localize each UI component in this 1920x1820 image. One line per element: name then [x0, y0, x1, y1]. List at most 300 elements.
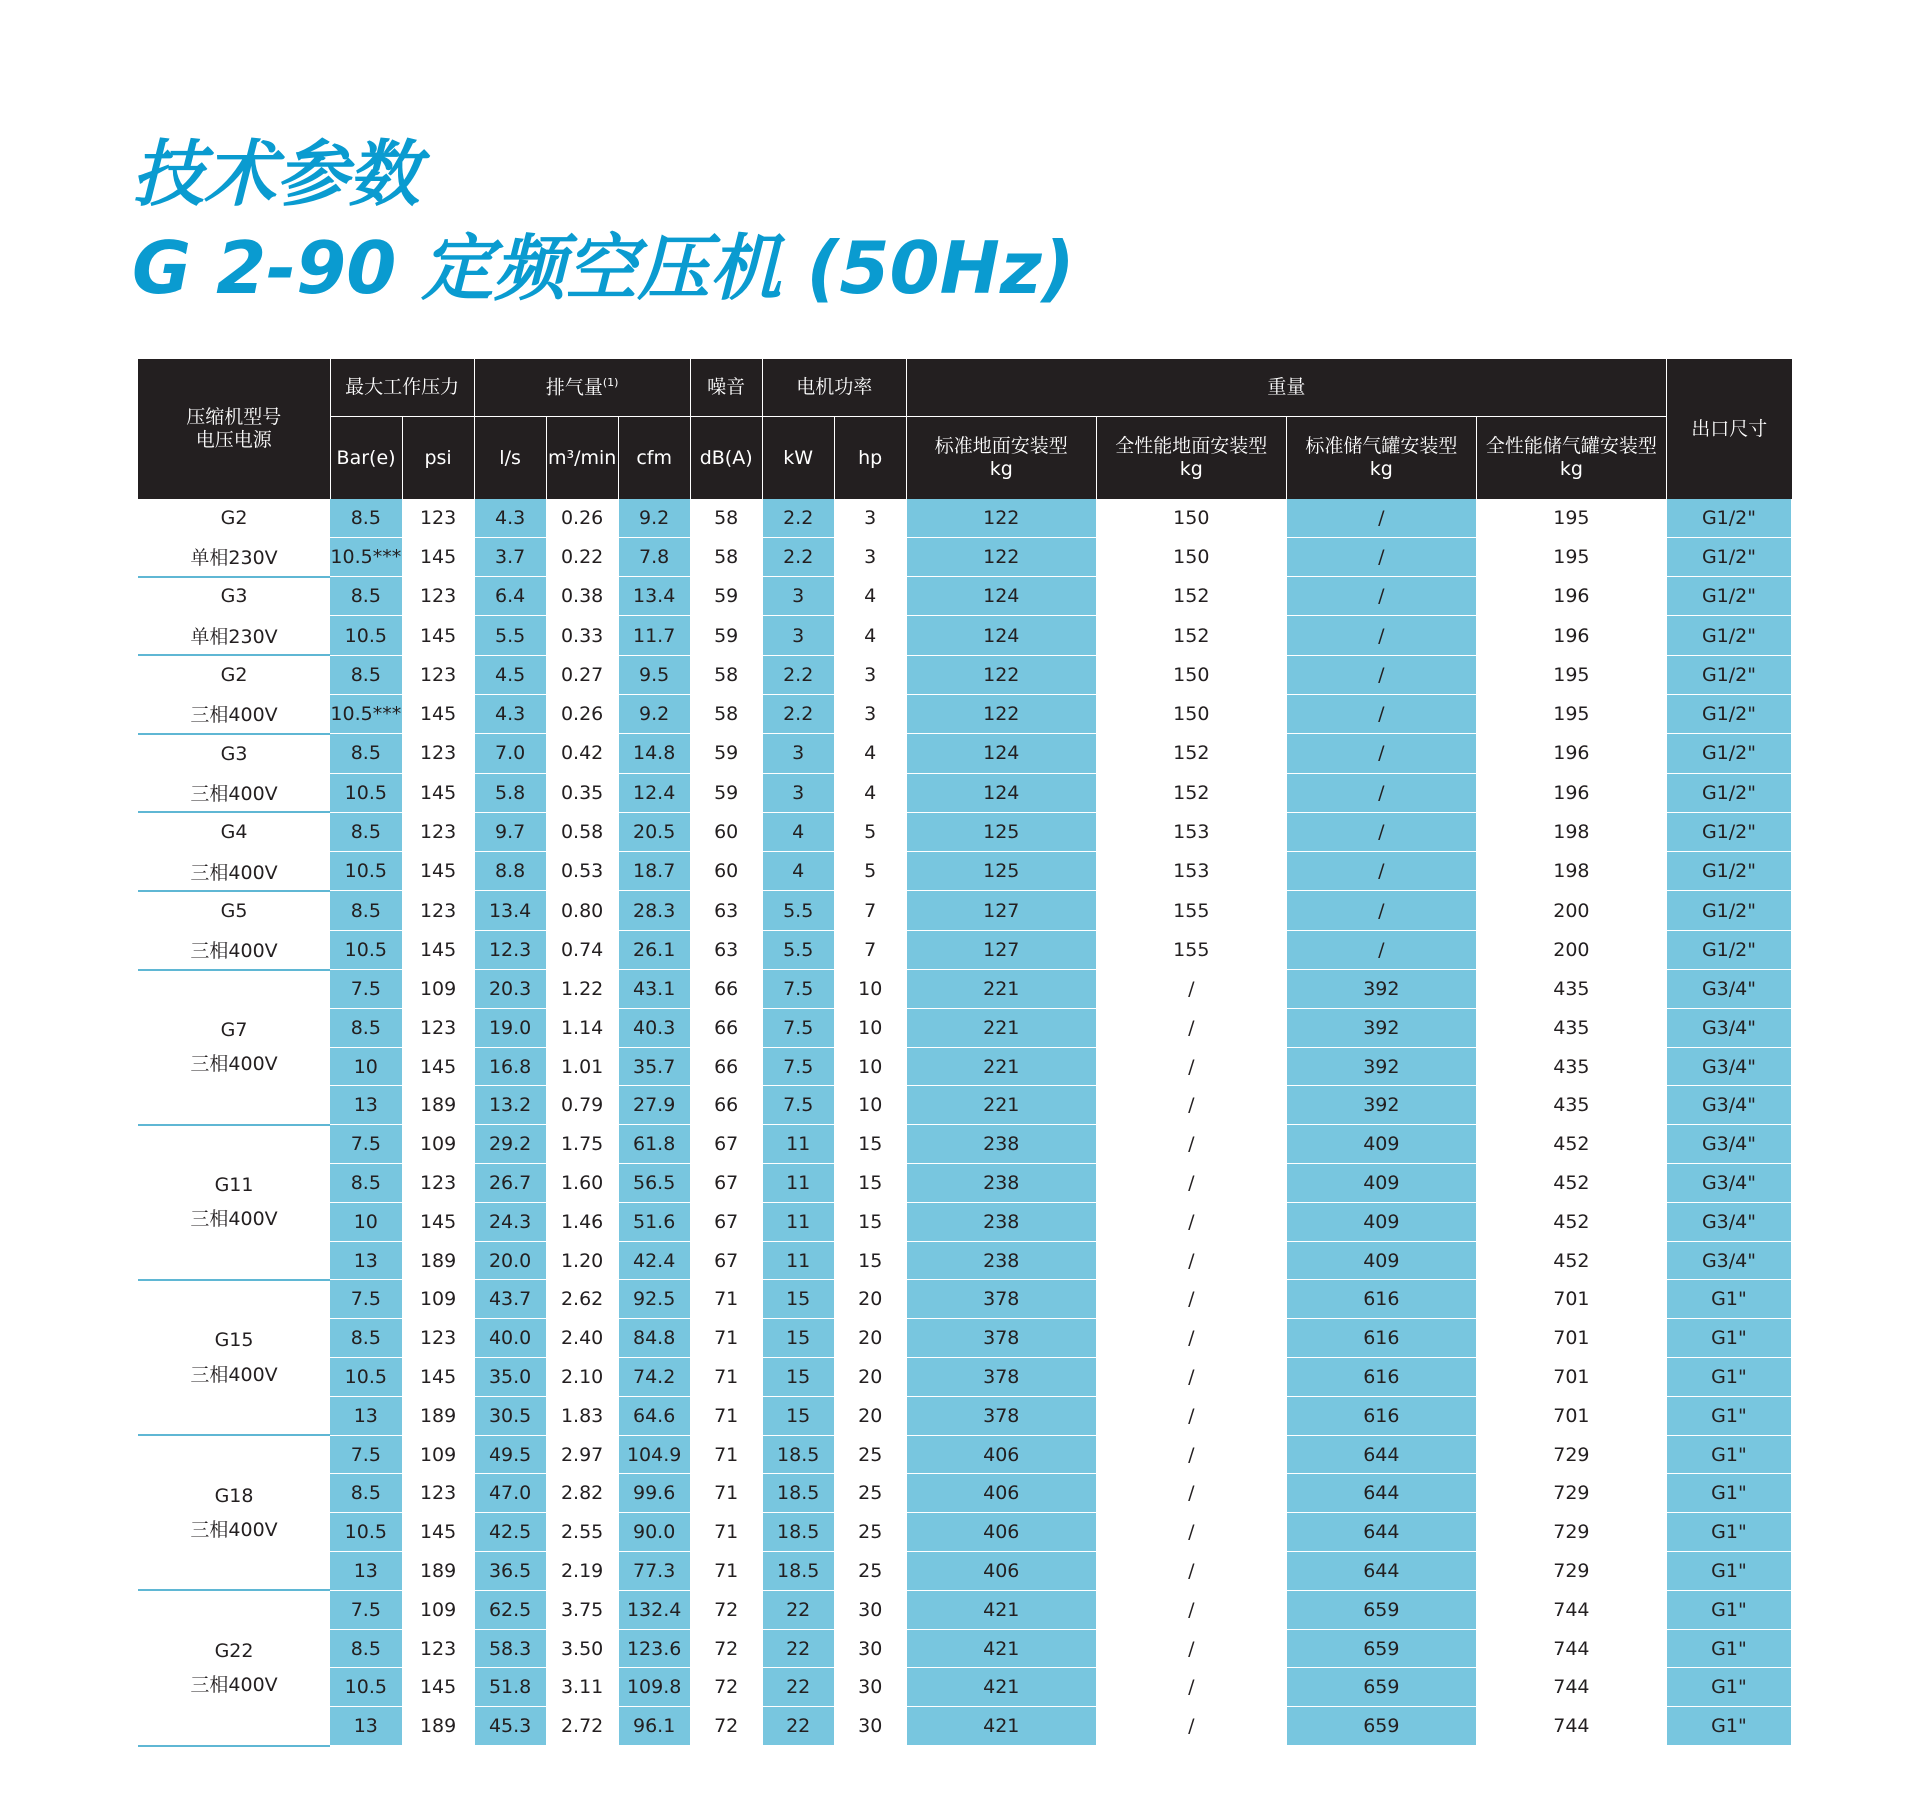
table-cell: G1" [1666, 1552, 1791, 1591]
table-cell: 145 [402, 616, 474, 655]
table-cell: 20.5 [618, 812, 690, 851]
table-cell: 8.8 [474, 852, 546, 891]
table-cell: 13 [330, 1707, 402, 1746]
table-cell: / [1096, 1668, 1286, 1707]
table-cell: 7 [834, 891, 906, 930]
table-cell: 19.0 [474, 1008, 546, 1047]
table-cell: 56.5 [618, 1164, 690, 1203]
table-cell: 189 [402, 1086, 474, 1125]
table-cell: 20 [834, 1280, 906, 1319]
voltage-cell: 单相230V [138, 537, 330, 576]
table-cell: G3/4" [1666, 1241, 1791, 1280]
table-cell: 195 [1476, 655, 1666, 694]
table-cell: 406 [906, 1552, 1096, 1591]
table-cell: 123 [402, 891, 474, 930]
table-cell: 124 [906, 616, 1096, 655]
header-dba: dB(A) [690, 417, 762, 500]
table-row [138, 1319, 1792, 1358]
table-cell: / [1286, 577, 1476, 616]
table-cell: 3.50 [546, 1629, 618, 1668]
table-cell: 72 [690, 1629, 762, 1668]
table-cell: 659 [1286, 1668, 1476, 1707]
table-cell: 123 [402, 1319, 474, 1358]
spec-table [138, 359, 1792, 1747]
table-cell: 13 [330, 1086, 402, 1125]
header-noise: 噪音 [690, 359, 762, 417]
table-cell: 8.5 [330, 499, 402, 537]
table-cell: 5.5 [762, 891, 834, 930]
table-cell: 4.3 [474, 694, 546, 733]
table-cell: 8.5 [330, 1008, 402, 1047]
table-cell: 60 [690, 852, 762, 891]
table-cell: 28.3 [618, 891, 690, 930]
table-row [138, 773, 1792, 812]
table-cell: 71 [690, 1513, 762, 1552]
table-row [138, 812, 1792, 851]
table-cell: 64.6 [618, 1396, 690, 1435]
table-cell: 2.19 [546, 1552, 618, 1591]
table-row [138, 1629, 1792, 1668]
table-row [138, 694, 1792, 733]
table-cell: 15 [762, 1319, 834, 1358]
table-cell: 10.5 [330, 930, 402, 969]
table-cell: 616 [1286, 1319, 1476, 1358]
table-cell: 62.5 [474, 1590, 546, 1629]
table-cell: 66 [690, 970, 762, 1009]
table-cell: 9.5 [618, 655, 690, 694]
table-cell: / [1286, 537, 1476, 576]
table-cell: 2.2 [762, 537, 834, 576]
voltage-cell: 三相400V [138, 694, 330, 733]
header-fad-label: 排气量 [545, 376, 603, 399]
table-cell: 145 [402, 1047, 474, 1086]
table-cell: 122 [906, 655, 1096, 694]
voltage-name: 三相400V [190, 1053, 278, 1076]
table-cell: 30 [834, 1707, 906, 1746]
table-cell: 2.10 [546, 1358, 618, 1397]
table-cell: 616 [1286, 1396, 1476, 1435]
model-cell: G4 [138, 812, 330, 851]
table-cell: 452 [1476, 1125, 1666, 1164]
model-name: G11 [214, 1174, 254, 1197]
table-cell: 123 [402, 1008, 474, 1047]
table-cell: 221 [906, 1008, 1096, 1047]
table-cell: 122 [906, 694, 1096, 733]
table-cell: 644 [1286, 1513, 1476, 1552]
header-weight-2 [1096, 417, 1286, 500]
table-cell: 15 [834, 1241, 906, 1280]
table-cell: 6.4 [474, 577, 546, 616]
table-cell: 66 [690, 1086, 762, 1125]
table-cell: 0.35 [546, 773, 618, 812]
table-cell: 13.2 [474, 1086, 546, 1125]
table-cell: 659 [1286, 1707, 1476, 1746]
table-cell: 392 [1286, 970, 1476, 1009]
table-cell: 67 [690, 1125, 762, 1164]
table-cell: 701 [1476, 1280, 1666, 1319]
table-cell: 196 [1476, 577, 1666, 616]
table-cell: 35.0 [474, 1358, 546, 1397]
table-cell: 150 [1096, 694, 1286, 733]
table-cell: 15 [762, 1396, 834, 1435]
table-cell: 15 [762, 1358, 834, 1397]
header-motor: 电机功率 [762, 359, 906, 417]
table-cell: 13 [330, 1396, 402, 1435]
table-cell: 109 [402, 970, 474, 1009]
table-cell: 51.6 [618, 1202, 690, 1241]
header-fad [474, 359, 690, 417]
table-cell: 701 [1476, 1396, 1666, 1435]
table-cell: 20 [834, 1358, 906, 1397]
table-cell: / [1096, 970, 1286, 1009]
table-cell: 5.8 [474, 773, 546, 812]
table-row [138, 734, 1792, 773]
table-header [138, 359, 1792, 499]
table-cell: 10 [330, 1047, 402, 1086]
table-cell: 155 [1096, 891, 1286, 930]
table-row [138, 537, 1792, 576]
table-cell: 189 [402, 1707, 474, 1746]
table-cell: 18.5 [762, 1552, 834, 1591]
table-cell: 10 [834, 1008, 906, 1047]
table-cell: 7.5 [762, 970, 834, 1009]
table-cell: 22 [762, 1707, 834, 1746]
table-cell: 22 [762, 1668, 834, 1707]
table-cell: 152 [1096, 734, 1286, 773]
table-cell: 616 [1286, 1358, 1476, 1397]
table-cell: 72 [690, 1707, 762, 1746]
table-cell: 7.5 [330, 1125, 402, 1164]
table-cell: 1.60 [546, 1164, 618, 1203]
table-cell: 47.0 [474, 1474, 546, 1513]
voltage-cell: 三相400V [138, 930, 330, 969]
table-cell: 5.5 [474, 616, 546, 655]
table-cell: 29.2 [474, 1125, 546, 1164]
table-cell: 22 [762, 1629, 834, 1668]
table-cell: 145 [402, 1358, 474, 1397]
table-cell: 22 [762, 1590, 834, 1629]
table-cell: 152 [1096, 773, 1286, 812]
table-cell: 10.5 [330, 1513, 402, 1552]
table-cell: 8.5 [330, 812, 402, 851]
model-name: G22 [214, 1639, 254, 1662]
voltage-name: 三相400V [190, 1363, 278, 1386]
table-cell: 59 [690, 577, 762, 616]
table-cell: 1.14 [546, 1008, 618, 1047]
table-cell: 124 [906, 734, 1096, 773]
table-cell: 36.5 [474, 1552, 546, 1591]
table-cell: 2.72 [546, 1707, 618, 1746]
table-cell: 435 [1476, 1008, 1666, 1047]
table-cell: 421 [906, 1668, 1096, 1707]
table-cell: 0.33 [546, 616, 618, 655]
table-cell: 409 [1286, 1241, 1476, 1280]
table-cell: 1.46 [546, 1202, 618, 1241]
table-cell: 8.5 [330, 1164, 402, 1203]
table-cell: 378 [906, 1319, 1096, 1358]
model-cell [138, 1435, 330, 1590]
table-cell: 20.3 [474, 970, 546, 1009]
header-weight-4 [1476, 417, 1666, 500]
table-cell: 4.3 [474, 499, 546, 537]
table-cell: 3.11 [546, 1668, 618, 1707]
voltage-cell: 单相230V [138, 616, 330, 655]
header-weight-4-text: 全性能储气罐安装型 kg [1485, 435, 1657, 480]
table-cell: 7.5 [330, 970, 402, 1009]
table-cell: 406 [906, 1474, 1096, 1513]
table-cell: 452 [1476, 1202, 1666, 1241]
table-cell: 4 [762, 852, 834, 891]
table-cell: 71 [690, 1435, 762, 1474]
table-cell: 238 [906, 1241, 1096, 1280]
table-cell: G1" [1666, 1280, 1791, 1319]
table-cell: 0.26 [546, 499, 618, 537]
table-cell: 196 [1476, 734, 1666, 773]
table-cell: 378 [906, 1358, 1096, 1397]
table-cell: G1" [1666, 1668, 1791, 1707]
table-cell: 1.22 [546, 970, 618, 1009]
table-cell: 145 [402, 930, 474, 969]
table-cell: 659 [1286, 1629, 1476, 1668]
table-cell: 42.5 [474, 1513, 546, 1552]
table-cell: 58 [690, 537, 762, 576]
table-cell: / [1096, 1435, 1286, 1474]
table-cell: G1/2" [1666, 616, 1791, 655]
table-cell: 392 [1286, 1086, 1476, 1125]
table-cell: 66 [690, 1008, 762, 1047]
table-cell: G1/2" [1666, 577, 1791, 616]
voltage-name: 三相400V [190, 1673, 278, 1696]
table-cell: 67 [690, 1202, 762, 1241]
table-cell: / [1096, 1280, 1286, 1319]
table-cell: / [1286, 852, 1476, 891]
table-cell: 2.2 [762, 655, 834, 694]
table-cell: 123 [402, 1164, 474, 1203]
table-row [138, 1047, 1792, 1086]
table-cell: 378 [906, 1396, 1096, 1435]
table-cell: 435 [1476, 1086, 1666, 1125]
table-cell: 30 [834, 1590, 906, 1629]
table-row [138, 930, 1792, 969]
table-cell: 1.83 [546, 1396, 618, 1435]
table-cell: / [1096, 1396, 1286, 1435]
table-cell: / [1286, 773, 1476, 812]
table-cell: 3 [762, 734, 834, 773]
header-m3min: m³/min [546, 417, 618, 500]
table-row [138, 616, 1792, 655]
table-cell: 200 [1476, 891, 1666, 930]
table-cell: 644 [1286, 1552, 1476, 1591]
table-cell: / [1286, 694, 1476, 733]
table-cell: 74.2 [618, 1358, 690, 1397]
table-cell: 58 [690, 499, 762, 537]
table-row [138, 1280, 1792, 1319]
table-cell: / [1286, 812, 1476, 851]
table-cell: 3 [762, 577, 834, 616]
table-cell: G1" [1666, 1358, 1791, 1397]
table-row [138, 655, 1792, 694]
table-cell: G3/4" [1666, 1164, 1791, 1203]
title-block [132, 132, 1075, 310]
table-cell: 7.0 [474, 734, 546, 773]
table-cell: 30 [834, 1629, 906, 1668]
table-cell: 145 [402, 694, 474, 733]
voltage-cell: 三相400V [138, 773, 330, 812]
table-cell: 71 [690, 1552, 762, 1591]
table-cell: 43.7 [474, 1280, 546, 1319]
table-cell: 150 [1096, 537, 1286, 576]
table-row [138, 1008, 1792, 1047]
table-cell: 35.7 [618, 1047, 690, 1086]
table-cell: 221 [906, 1047, 1096, 1086]
table-cell: 125 [906, 852, 1096, 891]
table-cell: 15 [762, 1280, 834, 1319]
table-cell: 123 [402, 577, 474, 616]
table-cell: 58 [690, 655, 762, 694]
table-cell: 3.75 [546, 1590, 618, 1629]
table-cell: 123 [402, 499, 474, 537]
table-cell: 25 [834, 1552, 906, 1591]
table-cell: G1/2" [1666, 773, 1791, 812]
page-subtitle: G 2-90 定频空压机 (50Hz) [132, 226, 1075, 310]
header-weight-2-text: 全性能地面安装型 kg [1115, 435, 1268, 480]
table-cell: 11 [762, 1164, 834, 1203]
table-cell: 145 [402, 1668, 474, 1707]
table-cell: 16.8 [474, 1047, 546, 1086]
table-cell: 109 [402, 1435, 474, 1474]
table-cell: G1" [1666, 1707, 1791, 1746]
table-cell: 26.1 [618, 930, 690, 969]
table-cell: 1.20 [546, 1241, 618, 1280]
table-cell: 14.8 [618, 734, 690, 773]
table-cell: G1/2" [1666, 812, 1791, 851]
table-cell: 8.5 [330, 1474, 402, 1513]
table-row [138, 1435, 1792, 1474]
table-cell: 744 [1476, 1668, 1666, 1707]
table-cell: 5.5 [762, 930, 834, 969]
table-cell: 40.3 [618, 1008, 690, 1047]
table-cell: G1" [1666, 1435, 1791, 1474]
table-cell: 4 [834, 616, 906, 655]
table-cell: 4 [834, 773, 906, 812]
table-cell: 196 [1476, 616, 1666, 655]
table-cell: 45.3 [474, 1707, 546, 1746]
table-cell: / [1096, 1474, 1286, 1513]
table-cell: 406 [906, 1435, 1096, 1474]
header-outlet: 出口尺寸 [1666, 359, 1791, 499]
table-cell: G3/4" [1666, 1202, 1791, 1241]
table-cell: 0.42 [546, 734, 618, 773]
table-cell: 18.5 [762, 1513, 834, 1552]
table-cell: 145 [402, 852, 474, 891]
table-cell: 11 [762, 1202, 834, 1241]
table-cell: 7.5 [762, 1047, 834, 1086]
table-row [138, 1590, 1792, 1629]
table-cell: / [1096, 1047, 1286, 1086]
table-cell: 2.62 [546, 1280, 618, 1319]
table-cell: 744 [1476, 1707, 1666, 1746]
model-cell: G3 [138, 577, 330, 616]
page-title: 技术参数 [132, 132, 421, 216]
table-cell: G3/4" [1666, 1008, 1791, 1047]
table-cell: 152 [1096, 577, 1286, 616]
table-cell: 127 [906, 891, 1096, 930]
table-cell: 12.3 [474, 930, 546, 969]
table-cell: 125 [906, 812, 1096, 851]
table-cell: 7.5 [762, 1008, 834, 1047]
table-cell: 435 [1476, 1047, 1666, 1086]
table-cell: 58 [690, 694, 762, 733]
table-row [138, 1513, 1792, 1552]
table-cell: / [1096, 1358, 1286, 1397]
table-cell: 409 [1286, 1125, 1476, 1164]
table-cell: 43.1 [618, 970, 690, 1009]
table-cell: 18.5 [762, 1435, 834, 1474]
table-cell: 15 [834, 1164, 906, 1203]
table-cell: 12.4 [618, 773, 690, 812]
table-cell: / [1096, 1202, 1286, 1241]
table-cell: 729 [1476, 1513, 1666, 1552]
table-cell: 10.5 [330, 773, 402, 812]
header-weight-3-text: 标准储气罐安装型 kg [1305, 435, 1458, 480]
table-cell: 11 [762, 1241, 834, 1280]
table-cell: 30.5 [474, 1396, 546, 1435]
table-cell: 99.6 [618, 1474, 690, 1513]
model-cell [138, 1280, 330, 1435]
table-cell: / [1096, 1629, 1286, 1668]
table-cell: 71 [690, 1319, 762, 1358]
table-cell: / [1096, 1513, 1286, 1552]
table-cell: 90.0 [618, 1513, 690, 1552]
table-cell: 238 [906, 1164, 1096, 1203]
table-cell: 729 [1476, 1474, 1666, 1513]
table-row [138, 577, 1792, 616]
table-cell: 0.22 [546, 537, 618, 576]
table-cell: 58.3 [474, 1629, 546, 1668]
table-cell: 67 [690, 1241, 762, 1280]
table-cell: 435 [1476, 970, 1666, 1009]
table-cell: / [1286, 734, 1476, 773]
table-cell: 7.5 [330, 1280, 402, 1319]
table-cell: 71 [690, 1280, 762, 1319]
table-cell: 2.2 [762, 694, 834, 733]
header-weight-1 [906, 417, 1096, 500]
table-cell: G1" [1666, 1590, 1791, 1629]
table-cell: 2.97 [546, 1435, 618, 1474]
table-cell: 378 [906, 1280, 1096, 1319]
table-cell: G1/2" [1666, 694, 1791, 733]
table-cell: 1.75 [546, 1125, 618, 1164]
table-cell: G3/4" [1666, 1086, 1791, 1125]
table-cell: 18.7 [618, 852, 690, 891]
table-cell: 8.5 [330, 891, 402, 930]
table-cell: / [1096, 1319, 1286, 1358]
table-cell: 238 [906, 1125, 1096, 1164]
table-cell: 659 [1286, 1590, 1476, 1629]
table-cell: 150 [1096, 499, 1286, 537]
header-model [138, 359, 330, 499]
table-cell: 2.82 [546, 1474, 618, 1513]
table-cell: 63 [690, 891, 762, 930]
table-row [138, 1164, 1792, 1203]
table-cell: 616 [1286, 1280, 1476, 1319]
table-cell: 8.5 [330, 1629, 402, 1668]
table-cell: 150 [1096, 655, 1286, 694]
table-cell: 13.4 [474, 891, 546, 930]
table-cell: 122 [906, 499, 1096, 537]
table-cell: 109 [402, 1590, 474, 1629]
table-cell: 0.79 [546, 1086, 618, 1125]
